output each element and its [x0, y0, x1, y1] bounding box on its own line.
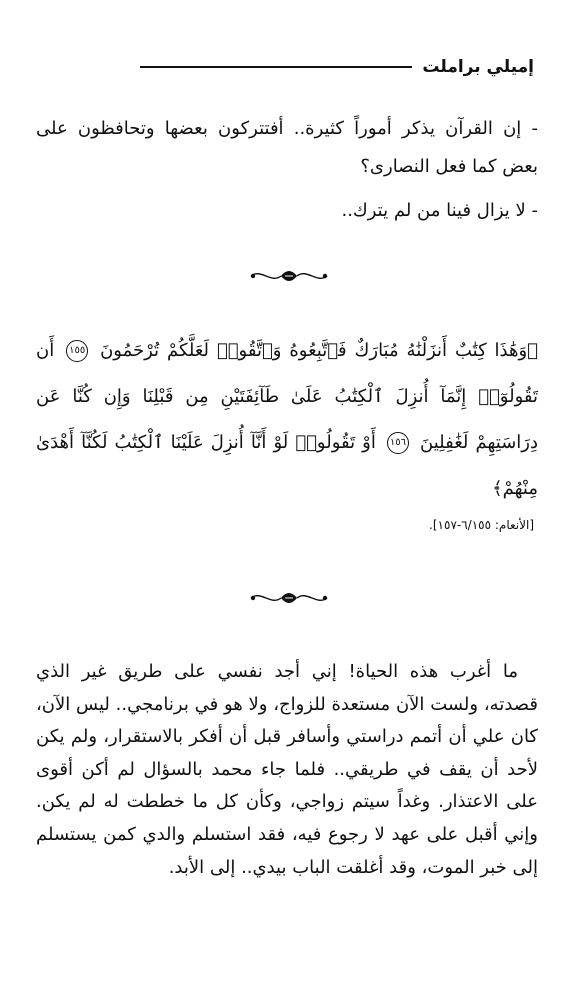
verse-text: أَن تَقُولُوٓا۟ إِنَّمَآ أُنزِلَ ٱلْكِتَٰبُ عَلَىٰ طَآئِفَتَيْنِ مِن قَبْلِنَا وَإِن كُنَّا عَن دِرَاسَتِهِمْ لَغَٰفِلِينَ — [36, 340, 538, 453]
ornament-divider-icon — [0, 586, 578, 610]
verse-number: ١٥٦ — [387, 432, 409, 454]
dialogue-line: - لا يزال فينا من لم يترك.. — [341, 200, 538, 221]
verse-number: ١٥٥ — [66, 340, 88, 362]
verse-text: أَوْ تَقُولُوا۟ لَوْ أَنَّآ أُنزِلَ عَلَيْنَا ٱلْكِتَٰبُ لَكُنَّآ أَهْدَىٰ مِنْهُمْ﴾ — [36, 432, 538, 499]
dialogue-line: - إن القرآن يذكر أموراً كثيرة.. أفتتركون بعضها وتحافظون على بعض كما فعل النصارى؟ — [36, 118, 538, 177]
quran-verse-block — [36, 328, 538, 512]
body-paragraph-block — [36, 656, 538, 884]
ornament-divider-icon — [0, 264, 578, 288]
dialogue-block — [36, 110, 538, 236]
verse-text: ﴿وَهَٰذَا كِتَٰبٌ أَنزَلْنَٰهُ مُبَارَكٌ فَٱتَّبِعُوهُ وَٱتَّقُوا۟ لَعَلَّكُمْ تُرْحَمُونَ — [100, 340, 538, 361]
chapter-title: إميلي براملت — [422, 57, 534, 77]
running-header — [140, 52, 534, 82]
verse-citation: [الأنعام: ٦/١٥٥-١٥٧]. — [429, 518, 534, 532]
header-rule — [140, 66, 412, 68]
body-paragraph: ما أغرب هذه الحياة! إني أجد نفسي على طريق غير الذي قصدته، ولست الآن مستعدة للزواج، ولا هو في برنامجي.. ليس الآن، كان علي أن أتمم دراستي وأسافر قبل أن أفكر بالاستقرار، ولم يكن لأحد أن يقف في طريقي.. فلما جاء محمد بالسؤال لم أكن أقوى على الاعتذار. وغداً سيتم زواجي، وكأن كل ما خططت له لم يكن. وإني أقبل على عهد لا رجوع فيه، فقد استسلم والدي كمن يستسلم إلى خبر الموت، وقد أغلقت الباب بيدي.. إلى الأبد. — [36, 661, 538, 878]
